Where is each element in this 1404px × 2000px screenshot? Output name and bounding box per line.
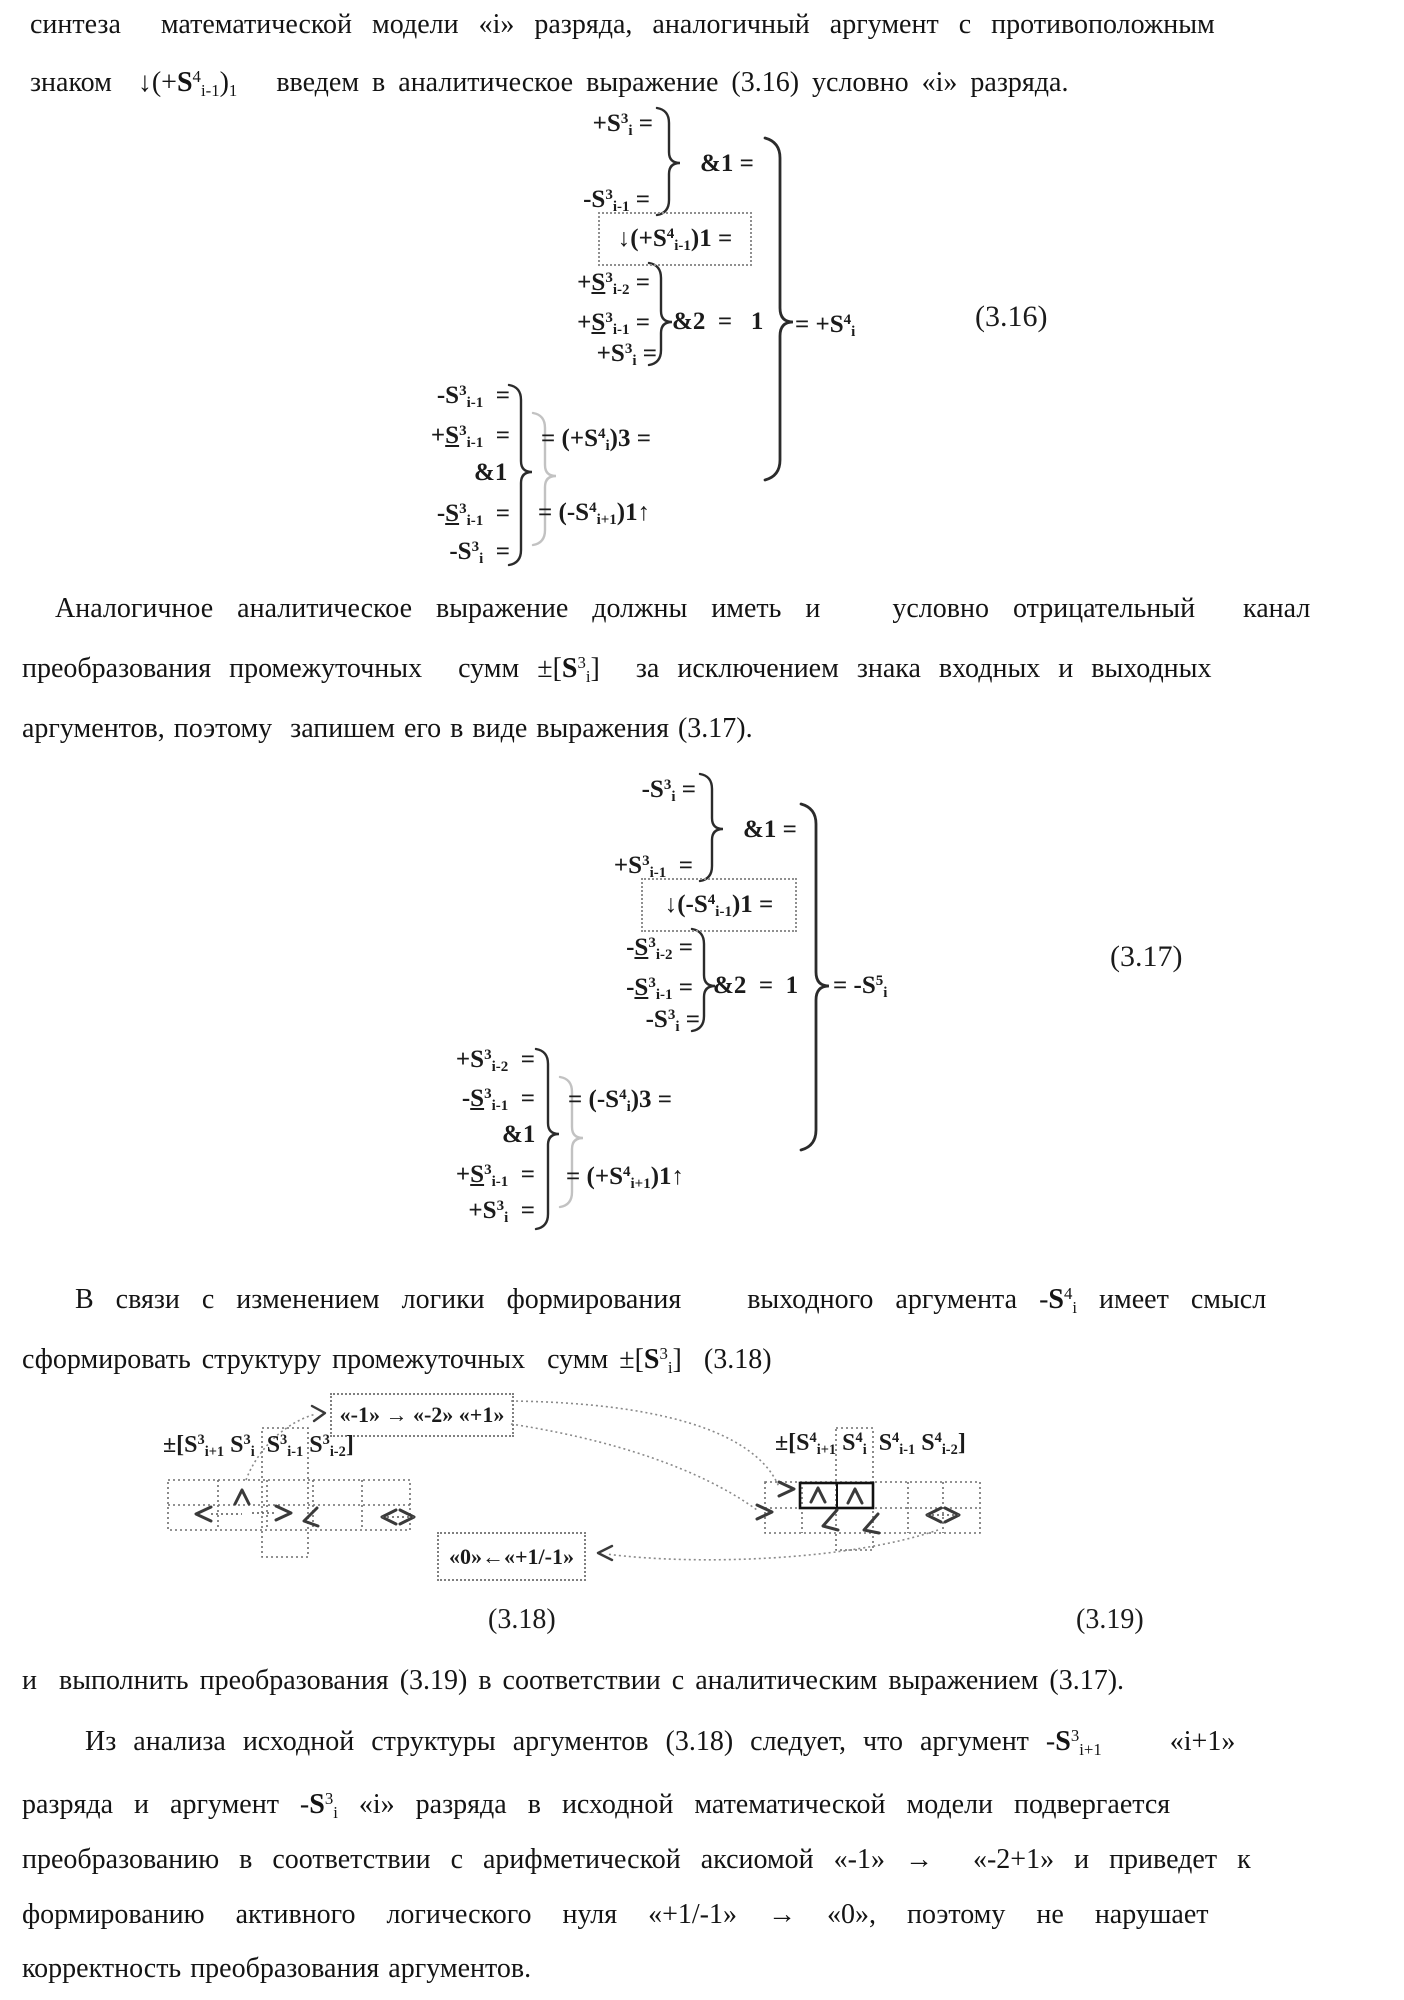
- f316-carry-term: $↓(+S^4_{i-1})1$ =: [617, 225, 733, 255]
- f317-term: $-S^3_i$ =: [641, 776, 696, 806]
- f316-term: $+S^3_{i-1}$ =: [430, 422, 510, 452]
- f316-and1: &1 =: [700, 150, 754, 177]
- diagram-arrow-tails: [211, 1513, 959, 1517]
- f316-term: $+S^3_i$ =: [592, 110, 653, 140]
- f316-term: $+S^3_{i-2}$ =: [577, 269, 650, 299]
- paragraph-line: Аналогичное аналитическое выражение должны иметь и условно отрицательный канал: [55, 593, 1311, 624]
- f316-term: $+S^3_i$ =: [596, 340, 657, 370]
- paragraph-line: сформировать структуру промежуточных сумм $\pm[S^3_i]$ (3.18): [22, 1343, 772, 1377]
- f317-term: $-S^3_{i-1}$ =: [461, 1085, 535, 1115]
- f316-carry-box: [598, 212, 752, 266]
- s3-structure-label: $\pm[S^3_{i+1}$ $S^3_i$ $S^3_{i-1}$ $S^3_{i-2}$]: [163, 1432, 354, 1461]
- f317-term: $+S^3_{i-2}$ =: [455, 1046, 535, 1076]
- paragraph-line: Из анализа исходной структуры аргументов (3.18) следует, что аргумент $-S^3_{i+1}$ «i+1»: [85, 1725, 1236, 1759]
- f317-caption: (3.17): [1110, 940, 1183, 973]
- paragraph-line: аргументов, поэтому запишем его в виде выражения (3.17).: [22, 713, 753, 744]
- f317-and2: &2 = 1: [713, 972, 799, 999]
- zero-box: [437, 1532, 586, 1581]
- paragraph-line: В связи с изменением логики формирования выходного аргумента $-S^4_i$ имеет смысл: [75, 1283, 1267, 1317]
- paragraph-line: знаком $↓(+S^4_{i-1})_1$ введем в аналитическое выражение (3.16) условно «i» разряда.: [30, 66, 1069, 100]
- f317-term: $-S^3_{i-2}$ =: [626, 934, 693, 964]
- paragraph-line: корректность преобразования аргументов.: [22, 1953, 532, 1984]
- paragraph-line: формированию активного логического нуля «+1/-1» → «0», поэтому не нарушает: [22, 1899, 1209, 1930]
- f317-result: = $-S^5_i$: [833, 972, 888, 1002]
- f316-term: $-S^3_{i-1}$ =: [436, 382, 510, 412]
- f316-term: $-S^3_{i-1}$ =: [583, 186, 650, 216]
- f316-term: $-S^3_{i-1}$ =: [436, 500, 510, 530]
- paragraph-line: преобразования промежуточных сумм $\pm[S^3_i]$ за исключением знака входных и выходных: [22, 652, 1212, 686]
- axiom-box: [330, 1393, 514, 1437]
- diagram-active-cells: [800, 1483, 873, 1508]
- f317-and1: &1 =: [743, 816, 797, 843]
- f316-result: = $(+S^4_i)3$ =: [541, 425, 651, 455]
- f316-result: = $(-S^4_{i+1})1↑$: [538, 499, 651, 529]
- s4-structure-label: $\pm[S^4_{i+1}$ $S^4_i$ $S^4_{i-1}$ $S^4_{i-2}$]: [775, 1430, 966, 1459]
- paragraph-line: синтеза математической модели «i» разряда, аналогичный аргумент с противоположным: [30, 9, 1215, 40]
- f316-result: = $+S^4_i$: [795, 311, 856, 341]
- paragraph-line: разряда и аргумент $-S^3_i$ «i» разряда в исходной математической модели подвергается: [22, 1788, 1171, 1822]
- f316-term: $-S^3_i$ =: [449, 538, 510, 568]
- paragraph-line: преобразованию в соответствии с арифметической аксиомой «-1» → «-2+1» и приведет к: [22, 1844, 1251, 1875]
- f316-caption: (3.16): [975, 300, 1048, 333]
- f317-carry-term: $↓(-S^4_{i-1})1$ =: [664, 891, 774, 921]
- f316-and2: &2 = 1: [672, 308, 764, 335]
- f317-term: $+S^3_{i-1}$ =: [455, 1161, 535, 1191]
- caption-319: (3.19): [1076, 1604, 1144, 1635]
- f317-carry-box: [641, 878, 797, 932]
- f316-and3: &1: [474, 459, 508, 486]
- f317-term: $-S^3_i$ =: [645, 1006, 700, 1036]
- f317-term: $+S^3_i$ =: [468, 1197, 535, 1227]
- paragraph-line: и выполнить преобразования (3.19) в соответствии с аналитическим выражением (3.17).: [22, 1665, 1125, 1696]
- f317-result: = $(+S^4_{i+1})1↑$: [566, 1163, 685, 1193]
- f317-result: = $(-S^4_i)3$ =: [568, 1086, 673, 1116]
- f317-term: $-S^3_{i-1}$ =: [626, 974, 693, 1004]
- axiom-box-text: «-1» → «-2» «+1»: [339, 1402, 505, 1427]
- f317-and3: &1: [502, 1121, 536, 1148]
- f316-term: $+S^3_{i-1}$ =: [577, 309, 650, 339]
- caption-318: (3.18): [488, 1604, 556, 1635]
- zero-box-text: «0»←«+1/-1»: [449, 1543, 574, 1569]
- f317-term: $+S^3_{i-1}$ =: [613, 852, 693, 882]
